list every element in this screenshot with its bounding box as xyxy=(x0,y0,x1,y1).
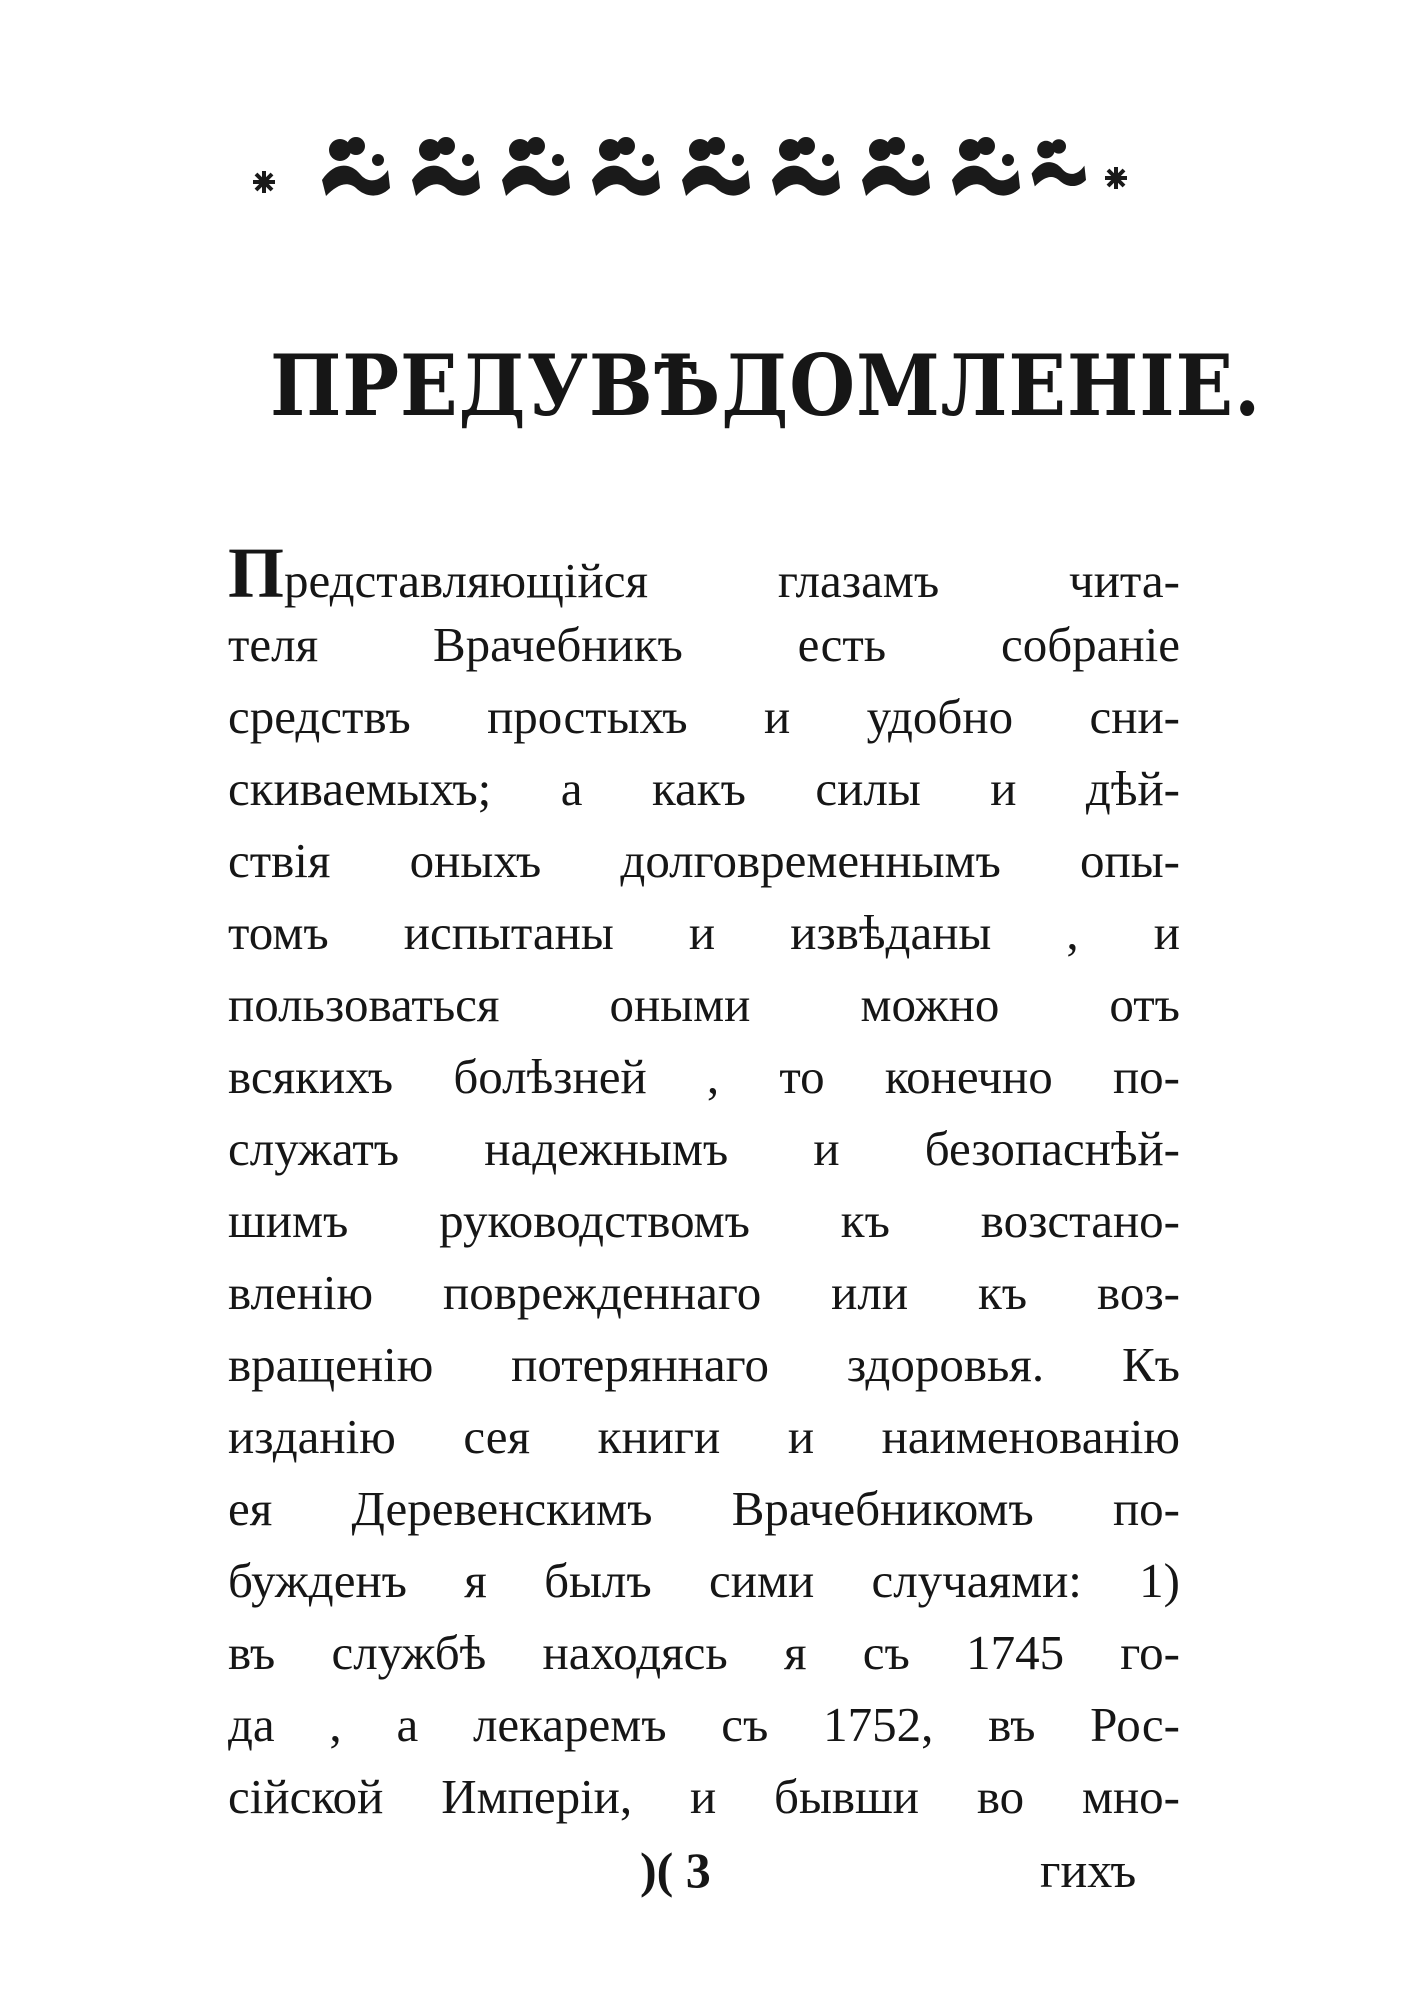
text-line: въ службѣ находясь я съ 1745 го- xyxy=(228,1625,1180,1680)
asterisk-ornament-left xyxy=(253,171,275,193)
text-line: да , а лекаремъ съ 1752, въ Рос- xyxy=(228,1697,1180,1752)
text-line: пользоваться оными можно отъ xyxy=(228,977,1180,1032)
text-line: вленiю поврежденнаго или къ воз- xyxy=(228,1265,1180,1320)
text-line: ствiя оныхъ долговременнымъ опы- xyxy=(228,833,1180,888)
text-line: ея Деревенскимъ Врачебникомъ по- xyxy=(228,1481,1180,1536)
text-line: скиваемыхъ; а какъ силы и дѣй- xyxy=(228,761,1180,816)
page-title: ПРЕДУВѢДОМЛЕНIЕ. xyxy=(270,336,1262,435)
text-line: Представляющiйся глазамъ чита- xyxy=(228,533,1180,613)
text-line: всякихъ болѣзней , то конечно по- xyxy=(228,1049,1180,1104)
text-line: сiйской Имперiи, и бывши во мно- xyxy=(228,1769,1180,1824)
text-line: томъ испытаны и извѣданы , и xyxy=(228,905,1180,960)
text-line: средствъ простыхъ и удобно сни- xyxy=(228,689,1180,744)
text-line: теля Врачебникъ есть собранiе xyxy=(228,617,1180,672)
signature-mark: )( 3 xyxy=(640,1842,711,1898)
text-line: бужденъ я былъ сими случаями: 1) xyxy=(228,1553,1180,1608)
text-line: вращенiю потеряннаго здоровья. Къ xyxy=(228,1337,1180,1392)
catchword: гихъ xyxy=(1040,1842,1137,1898)
text-line: служатъ надежнымъ и безопаснѣй- xyxy=(228,1121,1180,1176)
text-line: изданiю сея книги и наименованiю xyxy=(228,1409,1180,1464)
text-line: шимъ руководствомъ къ возстано- xyxy=(228,1193,1180,1248)
asterisk-ornament-right xyxy=(1105,167,1127,189)
body-text xyxy=(228,533,1180,1833)
decorative-ornament-band xyxy=(250,118,1130,228)
